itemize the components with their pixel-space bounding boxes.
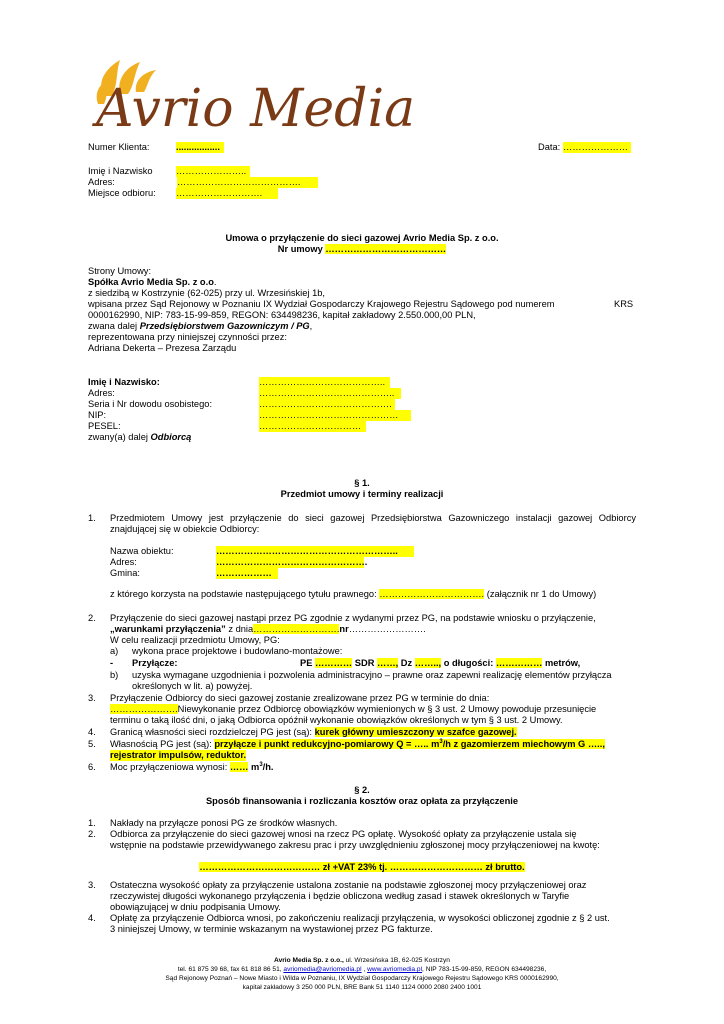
s1-item6-line (110, 762, 274, 773)
pickup-place-label: Miejsce odbioru: (88, 188, 156, 198)
client-address-value[interactable]: …………………………………….. (259, 388, 401, 399)
company-seat: z siedzibą w Kostrzynie (62-025) przy ul. Wrzesińskiej 1b, (88, 288, 325, 298)
footer-capital: kapitał zakładowy 3 250 000 PLN, BRE Bank 51 1140 1124 0000 2080 2400 1001 (242, 984, 482, 991)
s2-item3-line1: Ostateczna wysokość opłaty za przyłączenie ustalona zostanie na podstawie zgłoszonej mocy przyłączeniowej oraz (110, 880, 587, 890)
ownership-boundary-value[interactable]: kurek główny umieszczony w szafce gazowej. (314, 727, 517, 737)
client-name-value[interactable]: ………………………………….. (259, 377, 390, 388)
connection-specs (300, 658, 580, 669)
pg-property-sup: 3 (439, 738, 443, 745)
company-name: Spółka Avrio Media Sp. z o.o (88, 277, 214, 287)
legal-title-suffix: (załącznik nr 1 do Umowy) (484, 589, 597, 599)
dz-value[interactable]: …….., (414, 658, 442, 668)
footer-line1 (0, 957, 724, 966)
s1-item2-line1: Przyłączenie do sieci gazowej nastąpi przez PG zgodnie z wydanymi przez PG, na podstawie wniosku o przyłączenie, (110, 613, 596, 623)
footer-ids: , NIP 783-15-99-859, REGON 634498236, (422, 966, 547, 973)
length-value[interactable]: …………… (495, 658, 543, 668)
company-called-suffix: , (309, 321, 313, 331)
object-name-value[interactable]: ………………………………………………….. (216, 546, 414, 557)
connection-conditions: „warunkami przyłączenia” (110, 624, 226, 634)
connection-dash: - (110, 658, 114, 668)
dz-label: Dz (400, 658, 413, 668)
pe-label: PE (300, 658, 313, 668)
company-called-name: Przedsiębiorstwem Gazowniczym / PG (139, 321, 310, 331)
fee-amount-line (0, 862, 724, 873)
pg-property-part1: przyłącze i punkt redukcyjno-pomiarowy Q = ….. m (214, 739, 440, 749)
s1-item2a-text: wykona prace projektowe i budowlano-montażowe: (132, 646, 343, 656)
s2-item3-line3: obowiązującej w dniu podpisania Umowy. (110, 902, 281, 912)
s1-item5-line1 (110, 739, 605, 750)
pg-property-value[interactable] (214, 739, 605, 749)
client-nip-value[interactable]: ……………………………………… (259, 410, 411, 421)
s2-item3-line2: rzeczywistej długości wykonanego przyłączenia i będzie obliczona według zasad i stawek określonych w Taryfie (110, 891, 570, 901)
legal-title-line (110, 589, 596, 600)
company-name-end: . (213, 277, 217, 287)
company-name-line (88, 277, 216, 288)
company-logo (90, 44, 420, 139)
date-value[interactable]: ………………… (563, 142, 631, 153)
footer-address: ul. Wrzesińska 1B, 62-025 Kostrzyn (343, 957, 450, 964)
company-called (88, 321, 312, 332)
footer-line2 (0, 966, 724, 975)
company-court: wpisana przez Sąd Rejonowy w Poznaniu IX Wydział Gospodarczy Krajowego Rejestru Sądowego pod numerem (88, 299, 555, 309)
client-nip-label: NIP: (88, 410, 107, 420)
company-representation: reprezentowana przy niniejszej czynności przez: (88, 332, 287, 342)
logo-text: Avrio Media (96, 79, 416, 139)
connection-label: Przyłącze: (132, 658, 178, 668)
pg-property-line2[interactable]: rejestrator impulsów, reduktor. (110, 750, 247, 760)
contract-number-value[interactable]: ………………………………… (325, 244, 447, 254)
section2-number: § 2. (354, 785, 370, 795)
parties-intro: Strony Umowy: (88, 266, 152, 276)
s1-item5-text: Własnością PG jest (są): (110, 739, 215, 749)
s1-item3-line1: Przyłączenie Odbiorcy do sieci gazowej zostanie zrealizowane przez PG w terminie do dnia: (110, 693, 490, 703)
footer-court: Sąd Rejonowy Poznań – Nowe Miasto i Wilda w Poznaniu, IX Wydział Gospodarczy Krajowego Rejestru Sądowego KRS 0000162990, (165, 975, 559, 982)
s2-item1-number: 1. (88, 818, 96, 828)
footer-separator: , (361, 966, 368, 973)
s2-item4-line1: Opłatę za przyłączenie Odbiorca wnosi, po zakończeniu realizacji przyłączenia, w wysokości obliczonej zgodnie z § 2 ust. (110, 913, 610, 923)
section1-number: § 1. (354, 478, 370, 488)
contract-number-label: Nr umowy (277, 244, 323, 254)
client-name-label: Imię i Nazwisko: (88, 377, 160, 387)
s2-item4-number: 4. (88, 913, 96, 923)
length-label: o długości: (443, 658, 494, 668)
s2-item3-number: 3. (88, 880, 96, 890)
object-gmina-label: Gmina: (110, 568, 140, 578)
pickup-place-value[interactable]: ………………………. (176, 188, 278, 199)
fee-amount-value[interactable]: ………………………………… zł +VAT 23% tj. ………………………… zł brutto. (199, 862, 525, 872)
s1-item2-line3: W celu realizacji przedmiotu Umowy, PG: (110, 635, 280, 645)
s1-item1-number: 1. (88, 513, 96, 523)
s2-item2-line1: Odbiorca za przyłączenie do sieci gazowej wnosi na rzecz PG opłatę. Wysokość opłaty za przyłączenie ustala się (110, 829, 577, 839)
conditions-nr-label: nr (339, 624, 349, 634)
company-representative: Adriana Dekerta – Prezesa Zarządu (88, 343, 237, 353)
company-called-prefix: zwana dalej (88, 321, 140, 331)
conditions-date-value[interactable]: ………………………. (253, 624, 340, 634)
pg-property-part2: /h z gazomierzem miechowym G ….., (442, 739, 605, 749)
name-value[interactable]: ………………….. (176, 166, 250, 177)
client-pesel-value[interactable]: …………………………… (259, 421, 366, 432)
s2-item2-line2: wstępnie na podstawie przewidywanego zakresu prac i przy uwzględnieniu zgłoszonej mocy przyłączeniowej na kwotę: (110, 840, 600, 850)
s2-item4-line2: 3 niniejszej Umowy, w terminie wskazanym na wystawionej przez PG fakturze. (110, 924, 433, 934)
power-unit-sup: 3 (259, 761, 263, 768)
object-gmina-value[interactable]: ……………… (216, 568, 278, 579)
pe-value[interactable]: ………… (315, 658, 353, 668)
client-address-label: Adres: (88, 388, 115, 398)
s1-item6-text: Moc przyłączeniowa wynosi: (110, 762, 230, 772)
company-ids: 0000162990, NIP: 783-15-99-859, REGON: 634498236, kapitał zakładowy 2.550.000,00 PLN, (88, 310, 476, 320)
client-id-label: Seria i Nr dowodu osobistego: (88, 399, 213, 409)
power-unit-part1: m (248, 762, 260, 772)
section1-title: Przedmiot umowy i terminy realizacji (280, 489, 444, 499)
object-address-label: Adres: (110, 557, 137, 567)
s1-item4-line (110, 727, 517, 738)
deadline-date-value[interactable]: …………………. (110, 704, 178, 714)
s1-item6-number: 6. (88, 762, 96, 772)
s1-item1-text: Przedmiotem Umowy jest przyłączenie do sieci gazowej Przedsiębiorstwa Gazowniczego instalacji gazowej Odbiorcy znajdującej się w obiekcie Odbiorcy: (110, 513, 636, 535)
sdr-value[interactable]: ……, (377, 658, 399, 668)
date-label: Data: (538, 142, 561, 152)
s1-item3-line2-text: Niewykonanie przez Odbiorcę obowiązków wymienionych w § 3 ust. 2 Umowy powoduje przesunięcie (177, 704, 597, 714)
s1-item4-text: Granicą własności sieci rozdzielczej PG jest (są): (110, 727, 315, 737)
s1-item2a-label: a) (110, 646, 119, 656)
s1-item3-line3: terminu o taką ilość dni, o jaką Odbiorca opóźnił wykonanie obowiązków określonych w tym § 3 ust. 2 Umowy. (110, 715, 563, 725)
footer-website-link[interactable]: www.avriomedia.pl (367, 966, 423, 973)
client-called (88, 432, 191, 443)
power-unit-part2: /h. (262, 762, 274, 772)
object-name-label: Nazwa obiektu: (110, 546, 174, 556)
conditions-nr-value[interactable]: ……………………. (348, 624, 426, 634)
s1-item3-line2 (110, 704, 596, 715)
sdr-label: SDR (354, 658, 375, 668)
connection-power-value[interactable]: …… (229, 762, 249, 772)
object-address-value[interactable]: …………………………………………. (216, 557, 368, 567)
company-krs-label: KRS (614, 299, 634, 309)
footer-contact: tel. 61 875 39 68, fax 61 818 86 51, (177, 966, 284, 973)
client-pesel-label: PESEL: (88, 421, 121, 431)
contract-title: Umowa o przyłączenie do sieci gazowej Avrio Media Sp. z o.o. (225, 233, 499, 243)
client-number-label: Numer Klienta: (88, 142, 150, 152)
legal-title-value[interactable]: ……………………………. (379, 589, 485, 599)
length-unit: metrów, (544, 658, 581, 668)
client-called-prefix: zwany(a) dalej (88, 432, 151, 442)
contract-number (0, 244, 724, 255)
footer-company: Avrio Media Sp. z o.o., (274, 957, 344, 964)
s1-item2-line2 (110, 624, 426, 635)
legal-title-text: z którego korzysta na podstawie następującego tytułu prawnego: (110, 589, 377, 599)
s1-item2-number: 2. (88, 613, 96, 623)
address-label: Adres: (88, 177, 115, 187)
s1-item4-number: 4. (88, 727, 96, 737)
client-called-name: Odbiorcą (150, 432, 192, 442)
section2-title: Sposób finansowania i rozliczania kosztów oraz opłata za przyłączenie (205, 796, 519, 806)
s2-item1-text: Nakłady na przyłącze ponosi PG ze środków własnych. (110, 818, 338, 828)
s1-item3-number: 3. (88, 693, 96, 703)
s1-item5-number: 5. (88, 739, 96, 749)
s1-item2-date-prefix: z dnia (225, 624, 254, 634)
s1-item2b-line2: określonych w lit. a) powyżej. (132, 681, 253, 691)
footer-email-link[interactable]: avriomedia@avriomedia.pl (283, 966, 362, 973)
s2-item2-number: 2. (88, 829, 96, 839)
client-id-value[interactable]: ……………………………………. (259, 399, 395, 410)
name-label: Imię i Nazwisko (88, 166, 153, 176)
s1-item2b-label: b) (110, 670, 119, 680)
s1-item2b-line1: uzyska wymagane uzgodnienia i pozwolenia administracyjno – prawne oraz zapewni realizację elementów przyłącza (132, 670, 612, 680)
client-number-value[interactable]: ................. (176, 142, 224, 153)
address-value[interactable]: …………………………………. (177, 177, 318, 188)
